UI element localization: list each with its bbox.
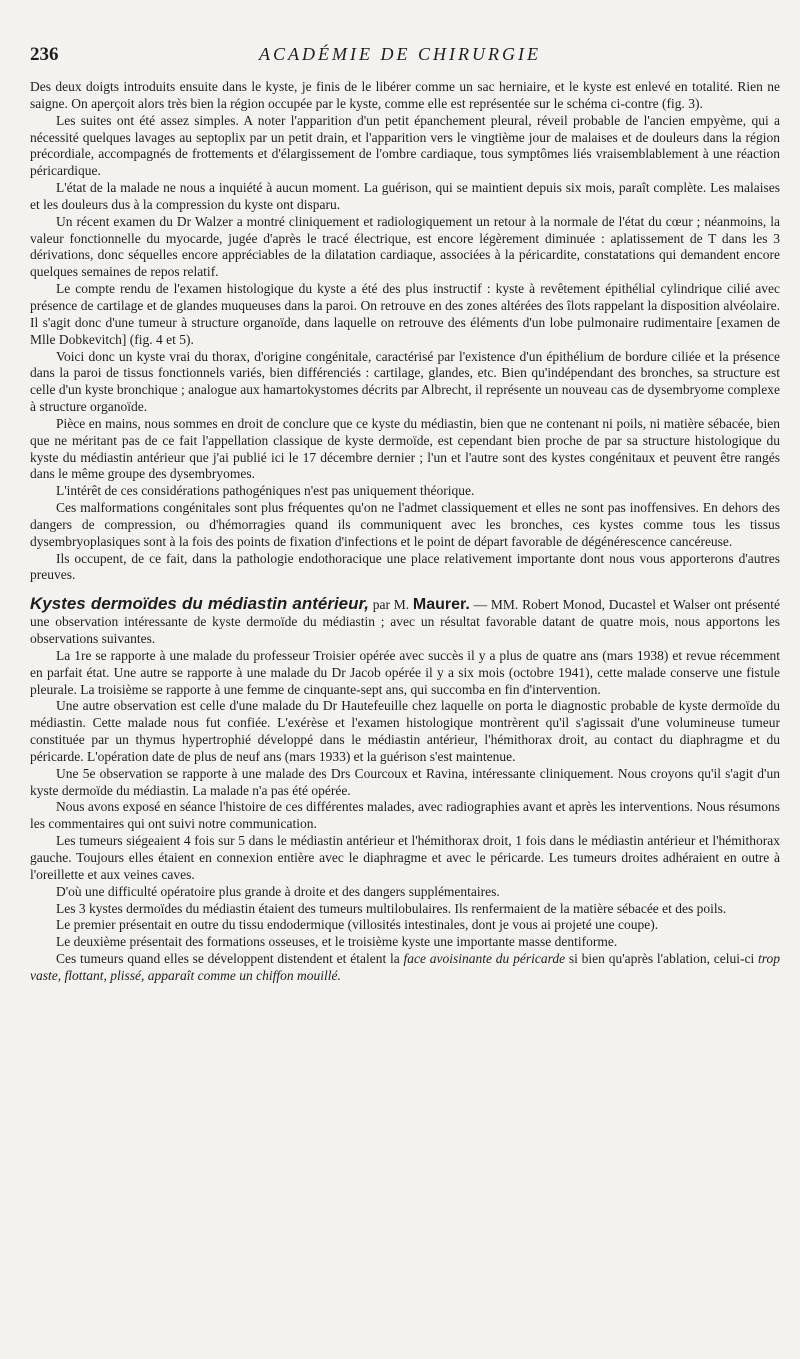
italic-phrase: face avoisinante du péricarde <box>403 951 566 967</box>
page-header <box>0 44 800 70</box>
article-body <box>30 79 780 985</box>
section-heading <box>30 596 780 648</box>
section-title: Kystes dermoïdes du médiastin antérieur, <box>30 594 369 614</box>
italic-phrase: trop vaste, flottant, plissé, apparaît comme un chiffon mouillé. <box>30 951 781 983</box>
text-run: si bien qu'après l'ablation, celui-ci <box>565 951 758 967</box>
paragraph: Le premier présentait en outre du tissu endodermique (villosités intestinales, dont je vous ai projeté une coupe). <box>56 917 659 933</box>
paragraph: Nous avons exposé en séance l'histoire de ces différentes malades, avec radiographies avant et après les interventions. Nous résumons les commentaires qui ont suivi notre communication. <box>30 799 780 832</box>
section-lead-text: — MM. Robert Monod, Ducastel et Walser ont présenté une observation intéressante de kyste dermoïde du médiastin ; avec un résultat favorable datant de quatre mois, nous apportons les observations suivantes. <box>30 597 780 646</box>
paragraph: Voici donc un kyste vrai du thorax, d'origine congénitale, caractérisé par l'existence d'un épithélium de bordure ciliée et la présence dans la paroi de tissus fonctionnels variés, bien différenciés : cartilage, glandes, etc. Bien qu'indépendant des bronches, sa structure est celle d'un kyste bronchique ; analogue aux hamartokystomes décrits par Albrecht, il représente un nouveau cas de dysembryome complexe à structure organoïde. <box>30 348 780 415</box>
paragraph: Des deux doigts introduits ensuite dans le kyste, je finis de le libérer comme un sac herniaire, et le kyste est enlevé en totalité. Rien ne saigne. On aperçoit alors très bien la région occupée par le kyste, comme elle est représentée sur le schéma ci-contre (fig. 3). <box>30 79 780 111</box>
text-run: Ces tumeurs quand elles se développent distendent et étalent la <box>56 951 404 967</box>
paragraph: L'intérêt de ces considérations pathogéniques n'est pas uniquement théorique. <box>56 483 475 499</box>
section-by: par M. <box>368 597 413 613</box>
paragraph: D'où une difficulté opératoire plus grande à droite et des dangers supplémentaires. <box>56 883 500 899</box>
paragraph: L'état de la malade ne nous a inquiété à aucun moment. La guérison, qui se maintient depuis six mois, paraît complète. Les malaises et les douleurs dus à la compression du kyste ont disparu. <box>30 180 780 212</box>
paragraph: Une autre observation est celle d'une malade du Dr Hautefeuille chez laquelle on porta le diagnostic probable de kyste dermoïde du médiastin. Cette malade nous fut confiée. L'exérèse et l'examen histologique montrèrent qu'il s'agissait d'une volumineuse tumeur constituée par un thymus hypertrophié développé dans le médiastin antérieur, l'hémithorax droit, au contact du diaphragme et du péricarde. L'opération date de plus de neuf ans (mars 1933) et la guérison s'est maintenue. <box>30 698 780 764</box>
paragraph: La 1re se rapporte à une malade du professeur Troisier opérée avec succès il y a plus de quatre ans (mars 1938) et revue récemment en parfait état. Une autre se rapporte à une malade du Dr Jacob opérée il y a six mois (octobre 1941), cette malade conserve une fistule pleurale. La troisième se rapporte à une femme de cinquante-sept ans, qui succomba en fin d'intervention. <box>30 647 780 697</box>
paragraph: Le compte rendu de l'examen histologique du kyste a été des plus instructif : kyste à revêtement épithélial cylindrique cilié avec présence de cartilage et de glandes muqueuses dans la paroi. On retrouve en des zones altérées des îlots rappelant la disposition alvéolaire. Il s'agit donc d'une tumeur à structure organoïde, dans laquelle on retrouve des éléments d'un lobe pulmonaire rudimentaire [examen de Mlle Dobkevitch] (fig. 4 et 5). <box>30 281 780 347</box>
paragraph: Un récent examen du Dr Walzer a montré cliniquement et radiologiquement un retour à la normale de l'état du cœur ; néanmoins, la valeur fonctionnelle du myocarde, jugée d'après le tracé électrique, est encore légèrement diminuée : aplatissement de T dans les 3 dérivations, donc séquelles encore appréciables de la dilatation cardiaque, associées à la péricardite, constatations qui demandent encore quelques semaines de repos relatif. <box>30 213 780 280</box>
running-title: ACADÉMIE DE CHIRURGIE <box>259 44 541 64</box>
last-paragraph <box>30 951 780 985</box>
paragraph: Ils occupent, de ce fait, dans la pathologie endothoracique une place relativement importante dont nous vous apporterons d'autres preuves. <box>30 550 780 583</box>
paragraph: Une 5e observation se rapporte à une malade des Drs Courcoux et Ravina, intéressante cliniquement. Nous croyons qu'il s'agit d'un kyste dermoïde du médiastin. La malade n'a pas été opérée. <box>30 765 780 798</box>
paragraph: Les 3 kystes dermoïdes du médiastin étaient des tumeurs multilobulaires. Ils renfermaient de la matière sébacée et des poils. <box>56 900 727 916</box>
paragraph: Les suites ont été assez simples. A noter l'apparition d'un petit épanchement pleural, réveil probable de l'ancien empyème, qui a nécessité quelques lavages au septoplix par un petit drain, et l'apparition vers le vingtième jour de malaises et de douleurs dans la région précordiale, accompagnés de frottements et d'élargissement de l'ombre cardiaque, tous symptômes liés vraisemblablement à une réaction péricardique. <box>30 112 780 179</box>
page-number: 236 <box>30 44 59 65</box>
section-author: Maurer. <box>412 596 470 614</box>
paragraph: Pièce en mains, nous sommes en droit de conclure que ce kyste du médiastin, bien que ne contenant ni poils, ni matière sébacée, bien que ne méritant pas de ce fait l'appellation classique de kyste dermoïde, est cependant bien proche de par sa structure histologique du kyste du médiastin antérieur que j'ai publié ici le 17 décembre dernier ; l'un et l'autre sont des kystes congénitaux et peuvent être rangés dans le même groupe des dysembryomes. <box>30 415 780 482</box>
paragraph: Le deuxième présentait des formations osseuses, et le troisième kyste une importante masse dentiforme. <box>56 934 618 950</box>
paragraph: Les tumeurs siégeaient 4 fois sur 5 dans le médiastin antérieur et l'hémithorax droit, 1 fois dans le médiastin antérieur et l'hémithorax gauche. Toujours elles étaient en connexion entière avec le diaphragme et avec le péricarde. Les tumeurs droites adhéraient en outre à l'oreillette et aux veines caves. <box>30 833 780 882</box>
paragraph: Ces malformations congénitales sont plus fréquentes qu'on ne l'admet classiquement et elles ne sont pas inoffensives. En dehors des dangers de compression, ou d'hémorragies quand ils communiquent avec les bronches, ces kystes comme tous les tissus dysembryoplasiques sont à la fois des points de fixation d'infections et le point de départ favorable de dégénérescence cancéreuse. <box>30 500 780 549</box>
